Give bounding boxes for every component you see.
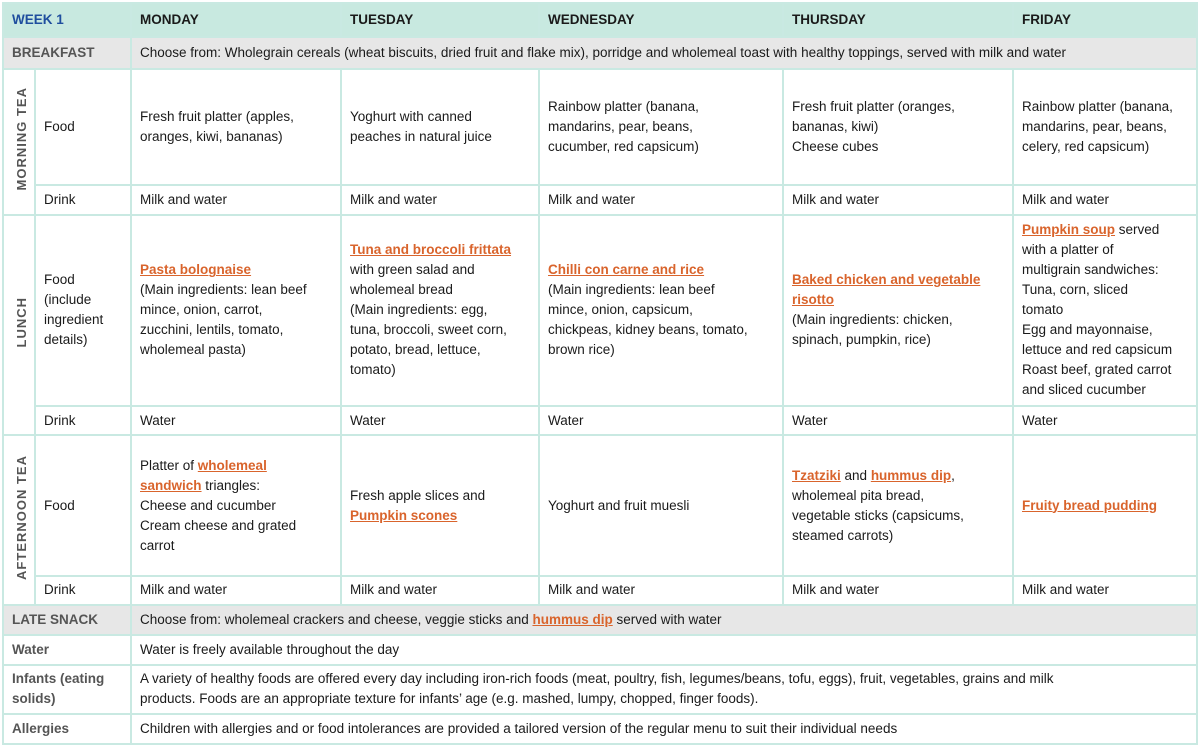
lunch-drink-label: Drink [35,406,131,435]
day-header-friday: FRIDAY [1013,3,1197,37]
morning-tea-drink-monday: Milk and water [131,185,341,214]
afternoon-tea-drink-row [3,576,1197,605]
afternoon-tea-friday [1013,435,1197,575]
recipe-link-tzatziki[interactable]: Tzatziki [792,467,841,483]
recipe-link-hummus-dip[interactable]: hummus dip [870,467,952,483]
morning-tea-drink-thursday: Milk and water [783,185,1013,214]
week-label: WEEK 1 [3,3,131,37]
afternoon-tea-drink-thursday: Milk and water [783,576,1013,605]
morning-tea-label: MORNING TEA [3,69,35,215]
lunch-friday: Pumpkin soup served with a platter of multigrain sandwiches: Tuna, corn, sliced tomato Egg and mayonnaise, lettuce and red capsicum Roast beef, grated carrot and sliced cucumber [1013,215,1197,407]
late-snack-text: Choose from: wholemeal crackers and cheese, veggie sticks and hummus dip served with water [131,605,1197,635]
lunch-tuesday: Tuna and broccoli frittata with green salad and wholemeal bread (Main ingredients: egg, tuna, broccoli, sweet corn, potato, bread, lettuce, tomato) [341,215,539,407]
afternoon-tea-food-label: Food [35,435,131,575]
infants-label: Infants (eating solids) [3,665,131,713]
recipe-link-tuna-frittata[interactable]: Tuna and broccoli frittata [350,242,512,258]
morning-tea-drink-wednesday: Milk and water [539,185,783,214]
morning-tea-monday: Fresh fruit platter (apples, oranges, kiwi, bananas) [131,69,341,186]
afternoon-tea-monday: Platter of wholemeal sandwich triangles: Cheese and cucumber Cream cheese and grated carrot [131,435,341,575]
lunch-drink-wednesday: Water [539,406,783,435]
afternoon-tea-drink-label: Drink [35,576,131,605]
recipe-link-pumpkin-soup[interactable]: Pumpkin soup [1022,222,1116,238]
allergies-text: Children with allergies and or food intolerances are provided a tailored version of the regular menu to suit their individual needs [131,714,1197,744]
recipe-link-chicken-risotto[interactable]: Baked chicken and vegetable [792,272,981,288]
recipe-link-chicken-risotto-cont[interactable]: risotto [792,292,835,308]
header-row [3,3,1197,37]
afternoon-tea-drink-tuesday: Milk and water [341,576,539,605]
day-header-wednesday: WEDNESDAY [539,3,783,37]
day-header-thursday: THURSDAY [783,3,1013,37]
morning-tea-tuesday: Yoghurt with canned peaches in natural juice [341,69,539,186]
morning-tea-food-label: Food [35,69,131,186]
lunch-monday: Pasta bolognaise (Main ingredients: lean beef mince, onion, carrot, zucchini, lentils, tomato, wholemeal pasta) [131,215,341,407]
lunch-wednesday: Chilli con carne and rice (Main ingredients: lean beef mince, onion, capsicum, chickpeas, kidney beans, tomato, brown rice) [539,215,783,407]
allergies-label: Allergies [3,714,131,744]
late-snack-row [3,605,1197,635]
breakfast-row [3,37,1197,68]
morning-tea-drink-row [3,185,1197,214]
recipe-link-chilli-con-carne[interactable]: Chilli con carne and rice [548,262,705,278]
morning-tea-drink-friday: Milk and water [1013,185,1197,214]
water-row [3,635,1197,665]
morning-tea-food-row [3,69,1197,186]
morning-tea-wednesday: Rainbow platter (banana, mandarins, pear, beans, cucumber, red capsicum) [539,69,783,186]
lunch-drink-thursday: Water [783,406,1013,435]
late-snack-label: LATE SNACK [3,605,131,635]
lunch-drink-tuesday: Water [341,406,539,435]
lunch-food-label: Food (include ingredient details) [35,215,131,407]
weekly-menu-table [2,2,1198,745]
infants-row [3,665,1197,713]
afternoon-tea-food-row [3,435,1197,575]
lunch-drink-friday: Water [1013,406,1197,435]
lunch-drink-row [3,406,1197,435]
breakfast-label: BREAKFAST [3,37,131,68]
recipe-link-hummus-dip-snack[interactable]: hummus dip [532,611,613,627]
morning-tea-thursday: Fresh fruit platter (oranges, bananas, kiwi) Cheese cubes [783,69,1013,186]
lunch-drink-monday: Water [131,406,341,435]
water-text: Water is freely available throughout the day [131,635,1197,665]
water-label: Water [3,635,131,665]
lunch-food-row [3,215,1197,407]
breakfast-text: Choose from: Wholegrain cereals (wheat biscuits, dried fruit and flake mix), porridge and wholemeal toast with healthy toppings, served with milk and water [131,37,1197,68]
day-header-monday: MONDAY [131,3,341,37]
morning-tea-drink-label: Drink [35,185,131,214]
afternoon-tea-thursday: Tzatziki and hummus dip, wholemeal pita bread, vegetable sticks (capsicums, steamed carrots) [783,435,1013,575]
afternoon-tea-wednesday: Yoghurt and fruit muesli [539,435,783,575]
morning-tea-friday: Rainbow platter (banana, mandarins, pear, beans, celery, red capsicum) [1013,69,1197,186]
morning-tea-drink-tuesday: Milk and water [341,185,539,214]
recipe-link-pumpkin-scones[interactable]: Pumpkin scones [350,507,458,523]
afternoon-tea-drink-wednesday: Milk and water [539,576,783,605]
afternoon-tea-tuesday: Fresh apple slices and Pumpkin scones [341,435,539,575]
lunch-thursday: Baked chicken and vegetable risotto (Main ingredients: chicken, spinach, pumpkin, rice) [783,215,1013,407]
recipe-link-wholemeal-sandwich[interactable]: wholemeal [197,457,267,473]
afternoon-tea-drink-friday: Milk and water [1013,576,1197,605]
afternoon-tea-label: AFTERNOON TEA [3,435,35,604]
recipe-link-pasta-bolognaise[interactable]: Pasta bolognaise [140,262,252,278]
lunch-label: LUNCH [3,215,35,436]
allergies-row [3,714,1197,744]
recipe-link-fruity-bread-pudding[interactable]: Fruity bread pudding [1022,497,1158,513]
afternoon-tea-drink-monday: Milk and water [131,576,341,605]
recipe-link-wholemeal-sandwich-cont[interactable]: sandwich [140,477,202,493]
infants-text: A variety of healthy foods are offered every day including iron-rich foods (meat, poultry, fish, legumes/beans, tofu, eggs), fruit, vegetables, grains and milk products. Foods are an appropriate texture for infants’ age (e.g. mashed, lumpy, chopped, finger foods). [131,665,1197,713]
day-header-tuesday: TUESDAY [341,3,539,37]
